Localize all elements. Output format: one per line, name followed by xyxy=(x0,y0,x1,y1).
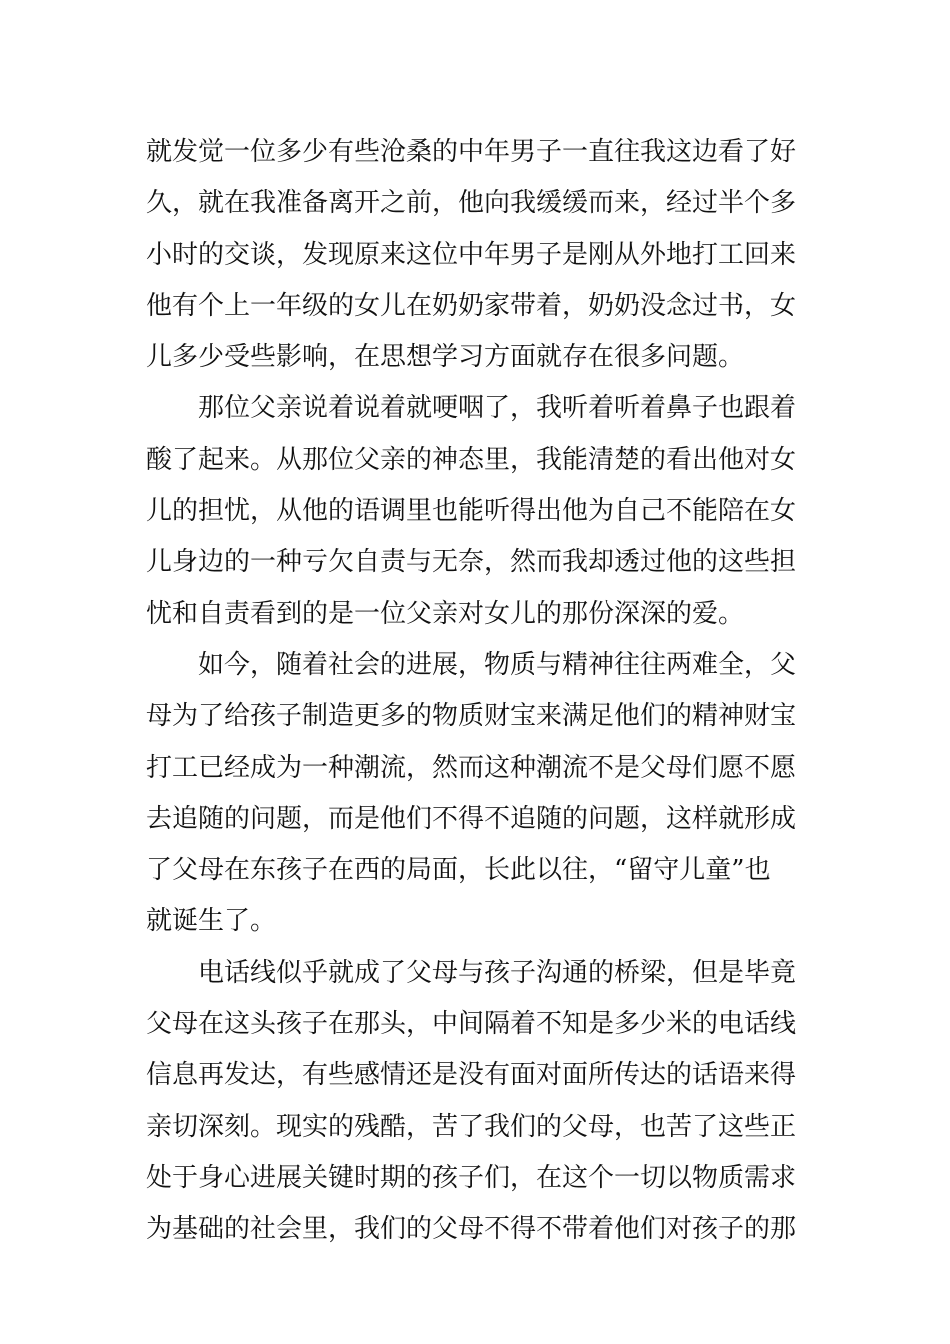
text-line: 儿身边的一种亏欠自责与无奈，然而我却透过他的这些担 xyxy=(146,547,797,578)
text-line: 就发觉一位多少有些沧桑的中年男子一直往我这边看了好 xyxy=(146,137,797,167)
text-line: 亲切深刻。现实的残酷，苦了我们的父母，也苦了这些正 xyxy=(146,1111,797,1142)
text-line: 就诞生了。 xyxy=(146,906,277,937)
text-line: 他有个上一年级的女儿在奶奶家带着，奶奶没念过书，女 xyxy=(146,290,797,321)
text-line: 忧和自责看到的是一位父亲对女儿的那份深深的爱。 xyxy=(146,598,745,629)
text-line: 久，就在我准备离开之前，他向我缓缓而来，经过半个多 xyxy=(146,188,797,219)
text-line: 母为了给孩子制造更多的物质财宝来满足他们的精神财宝 xyxy=(146,701,797,732)
text-line: 电话线似乎就成了父母与孩子沟通的桥梁，但是毕竟 xyxy=(198,957,797,988)
text-line: 打工已经成为一种潮流，然而这种潮流不是父母们愿不愿 xyxy=(146,752,797,783)
text-line: 去追随的问题，而是他们不得不追随的问题，这样就形成 xyxy=(146,803,797,834)
text-line: 了父母在东孩子在西的局面，长此以往，“留守儿童”也 xyxy=(146,855,771,886)
text-line: 如今，随着社会的进展，物质与精神往往两难全，父 xyxy=(198,649,797,680)
document-body xyxy=(146,130,816,1259)
text-line: 儿多少受些影响，在思想学习方面就存在很多问题。 xyxy=(146,342,745,373)
text-line: 处于身心进展关键时期的孩子们，在这个一切以物质需求 xyxy=(146,1162,797,1193)
text-line: 为基础的社会里，我们的父母不得不带着他们对孩子的那 xyxy=(146,1214,797,1245)
text-line: 信息再发达，有些感情还是没有面对面所传达的话语来得 xyxy=(146,1060,797,1091)
text-line: 小时的交谈，发现原来这位中年男子是刚从外地打工回来 xyxy=(146,239,797,270)
text-line: 父母在这头孩子在那头，中间隔着不知是多少米的电话线 xyxy=(146,1009,797,1040)
text-line: 那位父亲说着说着就哽咽了，我听着听着鼻子也跟着 xyxy=(198,393,797,424)
text-line: 儿的担忧，从他的语调里也能听得出他为自己不能陪在女 xyxy=(146,496,797,527)
text-line: 酸了起来。从那位父亲的神态里，我能清楚的看出他对女 xyxy=(146,444,797,475)
